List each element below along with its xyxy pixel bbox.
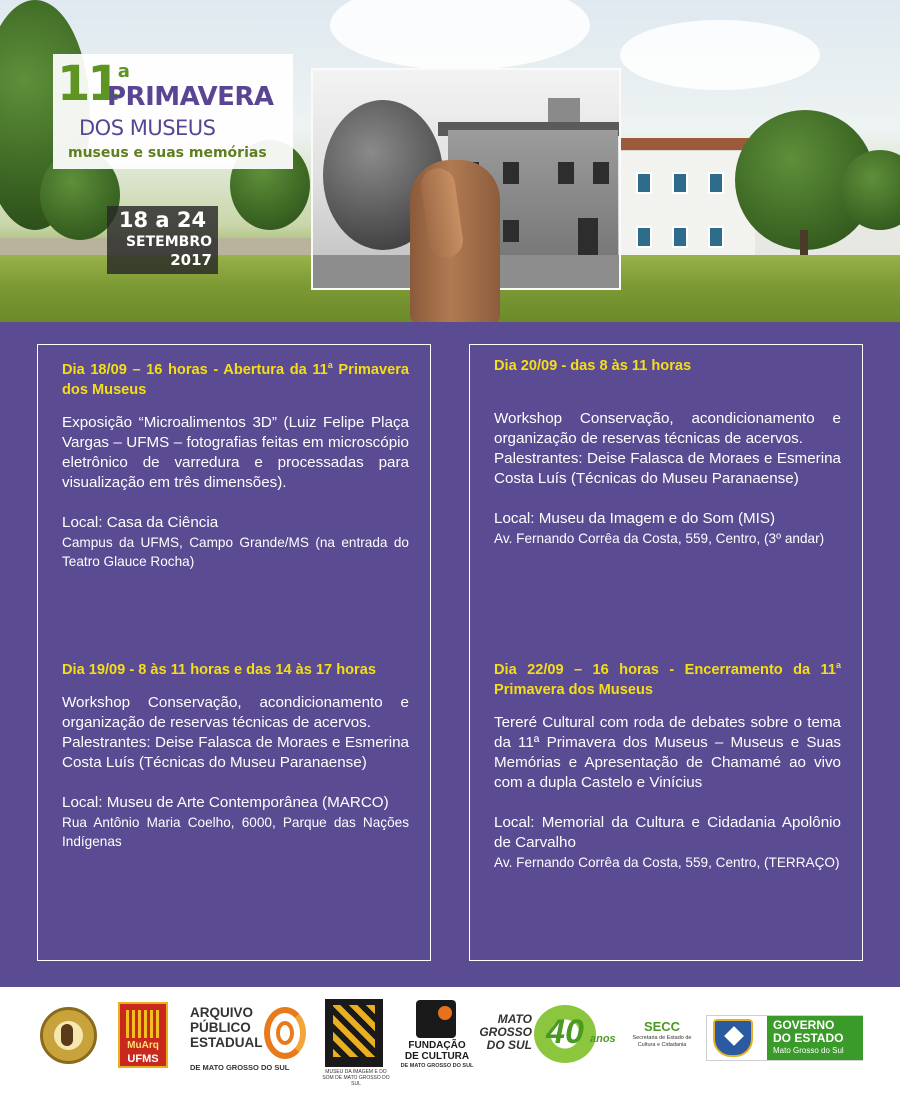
photo-door: [578, 218, 598, 256]
mis-logo: [322, 999, 390, 1087]
ms-anniversary-number: 40: [546, 1013, 584, 1051]
event-card: [62, 360, 409, 571]
fundacao-mark-icon: [416, 1000, 456, 1038]
event-description-text: Workshop Conservação, acondicionamento e organização de reservas técnicas de acervos.: [494, 410, 841, 447]
date-month: SETEMBRO: [125, 234, 212, 250]
event-address: Rua Antônio Maria Coelho, 6000, Parque das Nações Indígenas: [62, 815, 409, 849]
event-title: [62, 360, 409, 400]
logo-subtitle: DOS MUSEUS: [79, 116, 216, 140]
event-description: [494, 409, 841, 489]
event-location: Local: Casa da Ciência: [62, 514, 219, 531]
event-title-text: Dia 19/09 - 8 às 11 horas e das 14 às 17 horas: [62, 662, 376, 678]
logo-tagline: museus e suas memórias: [68, 145, 267, 161]
date-range: 18 a 24: [118, 208, 207, 232]
event-title: [494, 660, 841, 700]
fundacao-sub: DE MATO GROSSO DO SUL: [400, 1063, 474, 1069]
photo-window: [503, 220, 519, 242]
event-description-text: Workshop Conservação, acondicionamento e organização de reservas técnicas de acervos.: [62, 694, 409, 731]
event-title-text: Dia 22/09 – 16 horas - Encerramento da 11: [494, 662, 836, 678]
schedule-column-right: [469, 344, 863, 961]
event-title-ordinal: a: [835, 660, 841, 671]
hero-banner: [0, 0, 900, 322]
ms-line: MATO: [497, 1012, 532, 1026]
event-location: Local: Museu da Imagem e do Som (MIS): [494, 510, 776, 527]
secc-logo: [632, 1019, 692, 1059]
governo-estado-logo: [706, 1015, 863, 1061]
event-card: [494, 356, 841, 548]
event-location: Local: Museu de Arte Contemporânea (MARCO): [62, 794, 389, 811]
event-address: Campus da UFMS, Campo Grande/MS (na entrada do Teatro Glauce Rocha): [62, 535, 409, 569]
governo-line: DO ESTADO: [773, 1031, 844, 1045]
event-title-text: Primavera dos Museus: [62, 362, 409, 398]
mis-mark-icon: [333, 1005, 375, 1057]
event-title-text: Primavera dos Museus: [494, 682, 653, 698]
event-description-text: Palestrantes: Deise Falasca de Moraes e Esmerina Costa Luís (Técnicas do Museu Paranaense): [62, 734, 409, 771]
ms-anniversary-suffix: anos: [590, 1033, 616, 1045]
schedule-column-left: [37, 344, 431, 961]
sponsor-logos: [0, 987, 900, 1100]
cloud: [620, 20, 820, 90]
event-description-text: Tereré Cultural com roda de debates sobre o tema da 11ª Primavera dos Museus – Museus e Suas Memórias e Apresentação de Chamamé ao vivo com a dupla Castelo e Vinícius: [494, 714, 841, 791]
governo-line: GOVERNO: [773, 1018, 835, 1032]
schedule-panel: [0, 322, 900, 987]
hands-icon: [126, 1010, 160, 1038]
event-location: Local: Memorial da Cultura e Cidadania Apolônio de Carvalho: [494, 814, 841, 851]
fundacao-name: [402, 1040, 472, 1062]
muarq-name: MuArq: [127, 1040, 159, 1051]
logo-ordinal: a: [117, 61, 127, 82]
arquivo-line: ARQUIVO: [190, 1005, 254, 1020]
star-icon: [724, 1026, 744, 1046]
swirl-icon: [276, 1021, 294, 1045]
governo-name: [773, 1019, 843, 1045]
event-description: [494, 713, 841, 793]
ms-line: GROSSO: [479, 1025, 532, 1039]
event-title-text: Dia 18/09 – 16 horas - Abertura da 11: [62, 362, 328, 378]
fundacao-dot-icon: [438, 1006, 452, 1020]
arquivo-sub: DE MATO GROSSO DO SUL: [190, 1063, 290, 1072]
date-badge: [107, 206, 218, 274]
instituto-cultural-logo: [40, 1007, 97, 1064]
window: [708, 172, 724, 194]
logo-title: PRIMAVERA: [107, 82, 274, 112]
photo-window: [558, 162, 574, 184]
photo-window: [503, 162, 519, 184]
window: [672, 172, 688, 194]
ms-40-anos-logo: [478, 999, 623, 1069]
coat-of-arms-icon: [713, 1019, 753, 1057]
ms-line: DO SUL: [486, 1038, 532, 1052]
window: [636, 172, 652, 194]
event-address: Av. Fernando Corrêa da Costa, 559, Centro, (3º andar): [494, 531, 825, 546]
event-description-text: Palestrantes: Deise Falasca de Moraes e Esmerina Costa Luís (Técnicas do Museu Paranaense): [494, 450, 841, 487]
event-card: [62, 660, 409, 851]
fundacao-line: DE CULTURA: [404, 1051, 470, 1062]
fundacao-line: FUNDAÇÃO: [408, 1040, 466, 1051]
photo-window: [593, 162, 609, 184]
event-title-ordinal: a: [327, 360, 333, 371]
event-description-text: Exposição “Microalimentos 3D” (Luiz Felipe Plaça Vargas – UFMS – fotografias feitas em microscópio eletrônico de varredura e processadas para visualização em três dimensões).: [62, 414, 409, 491]
governo-sub: Mato Grosso do Sul: [773, 1046, 844, 1055]
event-description: [62, 693, 409, 773]
event-description: [62, 413, 409, 493]
event-title: [494, 356, 841, 376]
event-title-text: Dia 20/09 - das 8 às 11 horas: [494, 358, 692, 374]
logo-number: 11: [57, 56, 118, 112]
muarq-org: UFMS: [127, 1053, 159, 1065]
mis-caption: MUSEU DA IMAGEM E DO SOM DE MATO GROSSO DO SUL: [322, 1069, 390, 1087]
muarq-logo: [118, 1002, 168, 1068]
arquivo-name: [190, 1005, 263, 1050]
event-card: [494, 660, 841, 872]
window: [672, 226, 688, 248]
secc-sub: Secretaria de Estado de Cultura e Cidadania: [632, 1035, 692, 1048]
event-logo: [53, 54, 293, 169]
window: [708, 226, 724, 248]
fundacao-cultura-logo: [402, 1000, 472, 1075]
ms-name: [478, 1013, 532, 1052]
window: [636, 226, 652, 248]
guitar-icon: [61, 1024, 73, 1046]
secc-name: SECC: [643, 1019, 681, 1034]
arquivo-line: ESTADUAL: [190, 1035, 263, 1050]
event-title: [62, 660, 409, 680]
arquivo-line: PÚBLICO: [190, 1020, 251, 1035]
date-year: 2017: [170, 251, 212, 269]
arquivo-publico-logo: [190, 1005, 310, 1075]
event-address: Av. Fernando Corrêa da Costa, 559, Centro, (TERRAÇO): [494, 855, 840, 870]
cloud: [330, 0, 590, 70]
